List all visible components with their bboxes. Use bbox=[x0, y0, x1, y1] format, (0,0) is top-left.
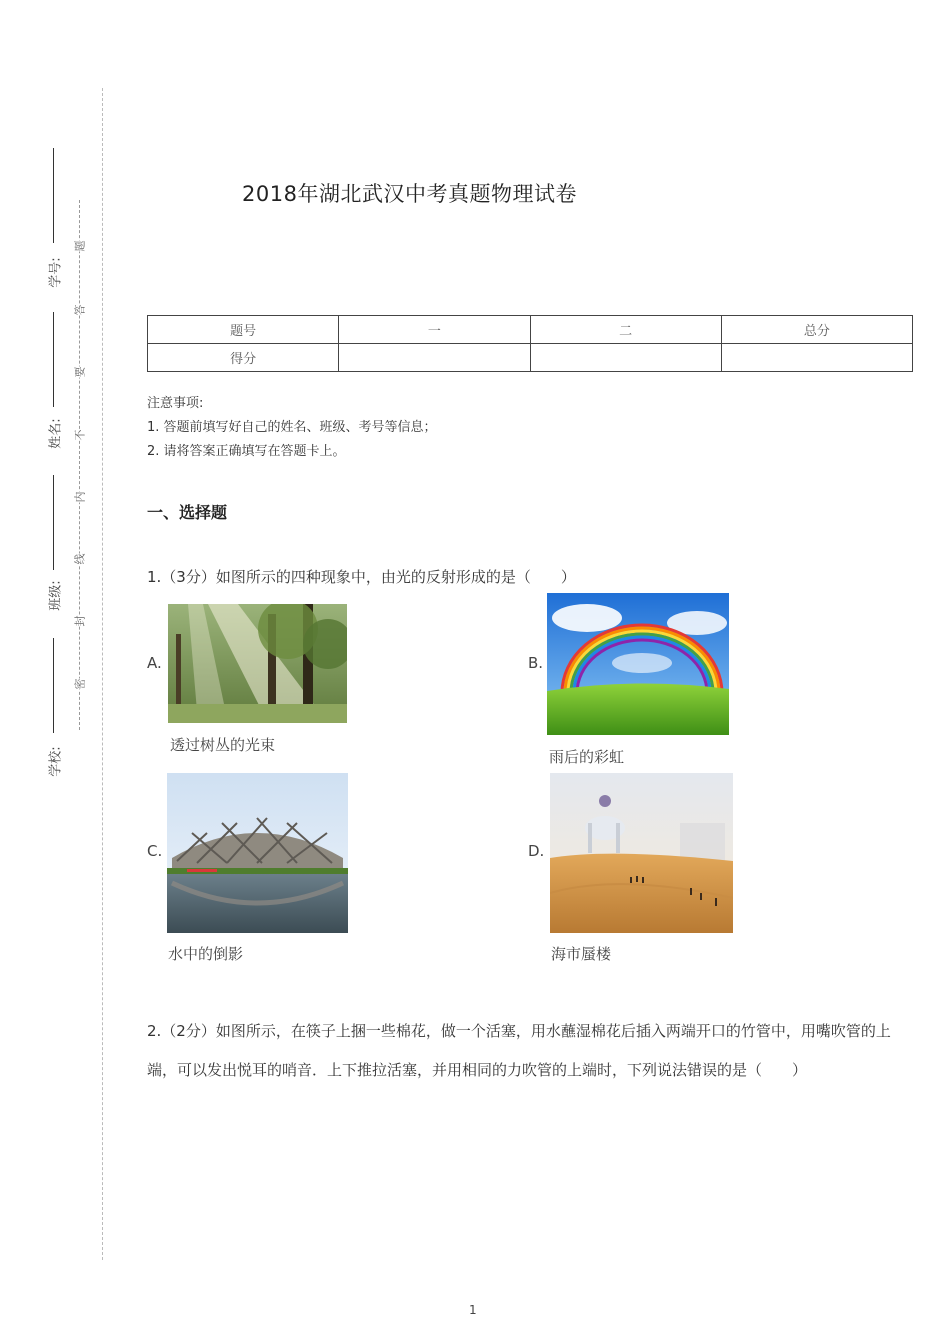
student-id-line bbox=[53, 148, 54, 243]
desert-mirage-image bbox=[550, 773, 733, 933]
option-b-letter: B. bbox=[528, 654, 544, 672]
table-cell: 总分 bbox=[721, 316, 912, 344]
rainbow-image bbox=[547, 593, 729, 735]
table-cell: 一 bbox=[339, 316, 530, 344]
score-input-cell[interactable] bbox=[721, 344, 912, 372]
table-cell: 题号 bbox=[148, 316, 339, 344]
seal-char: 要 bbox=[73, 366, 87, 378]
page-title: 2018年湖北武汉中考真题物理试卷 bbox=[242, 182, 577, 206]
option-c-caption: 水中的倒影 bbox=[168, 945, 244, 963]
option-a-letter: A. bbox=[147, 654, 162, 672]
notes-item: 2. 请将答案正确填写在答题卡上。 bbox=[147, 444, 346, 459]
notes-item: 1. 答题前填写好自己的姓名、班级、考号等信息； bbox=[147, 420, 437, 435]
notes bbox=[147, 392, 437, 464]
school-line bbox=[53, 638, 54, 733]
option-b-caption: 雨后的彩虹 bbox=[549, 748, 625, 766]
question-1-text: 1.（3分）如图所示的四种现象中，由光的反射形成的是（ ） bbox=[147, 568, 576, 586]
option-d-caption: 海市蜃楼 bbox=[551, 945, 612, 963]
seal-dotted-line bbox=[79, 200, 80, 730]
score-input-cell[interactable] bbox=[530, 344, 721, 372]
class-line bbox=[53, 475, 54, 570]
seal-char: 内 bbox=[73, 491, 87, 503]
score-input-cell[interactable] bbox=[339, 344, 530, 372]
option-d-letter: D. bbox=[528, 842, 545, 860]
seal-char: 不 bbox=[73, 429, 87, 441]
name-line bbox=[53, 312, 54, 407]
score-table bbox=[147, 315, 913, 372]
notes-heading: 注意事项: bbox=[147, 396, 204, 411]
seal-char: 线 bbox=[73, 553, 87, 565]
table-cell: 二 bbox=[530, 316, 721, 344]
seal-char: 题 bbox=[73, 240, 87, 252]
name-label: 姓名: bbox=[48, 418, 64, 449]
stadium-reflection-image bbox=[167, 773, 348, 933]
binding-dashed-line bbox=[102, 88, 103, 1260]
table-row bbox=[148, 344, 913, 372]
table-cell: 得分 bbox=[148, 344, 339, 372]
section-heading: 一、选择题 bbox=[147, 503, 228, 522]
page-number: 1 bbox=[469, 1303, 477, 1317]
student-id-label: 学号: bbox=[48, 257, 64, 288]
school-label: 学校: bbox=[48, 746, 64, 777]
question-2-text: 2.（2分）如图所示，在筷子上捆一些棉花，做一个活塞，用水蘸湿棉花后插入两端开口的竹管中，用嘴吹管的上端，可以发出悦耳的哨音．上下推拉活塞，并用相同的力吹管的上端时，下列说法错误的是（ ） bbox=[147, 1022, 891, 1079]
option-c-letter: C. bbox=[147, 842, 163, 860]
class-label: 班级: bbox=[48, 580, 64, 611]
seal-char: 答 bbox=[73, 304, 87, 316]
forest-light-image bbox=[168, 604, 347, 723]
seal-char: 封 bbox=[73, 615, 87, 627]
table-row bbox=[148, 316, 913, 344]
option-a-caption: 透过树丛的光束 bbox=[170, 736, 276, 754]
seal-char: 密 bbox=[73, 678, 87, 690]
